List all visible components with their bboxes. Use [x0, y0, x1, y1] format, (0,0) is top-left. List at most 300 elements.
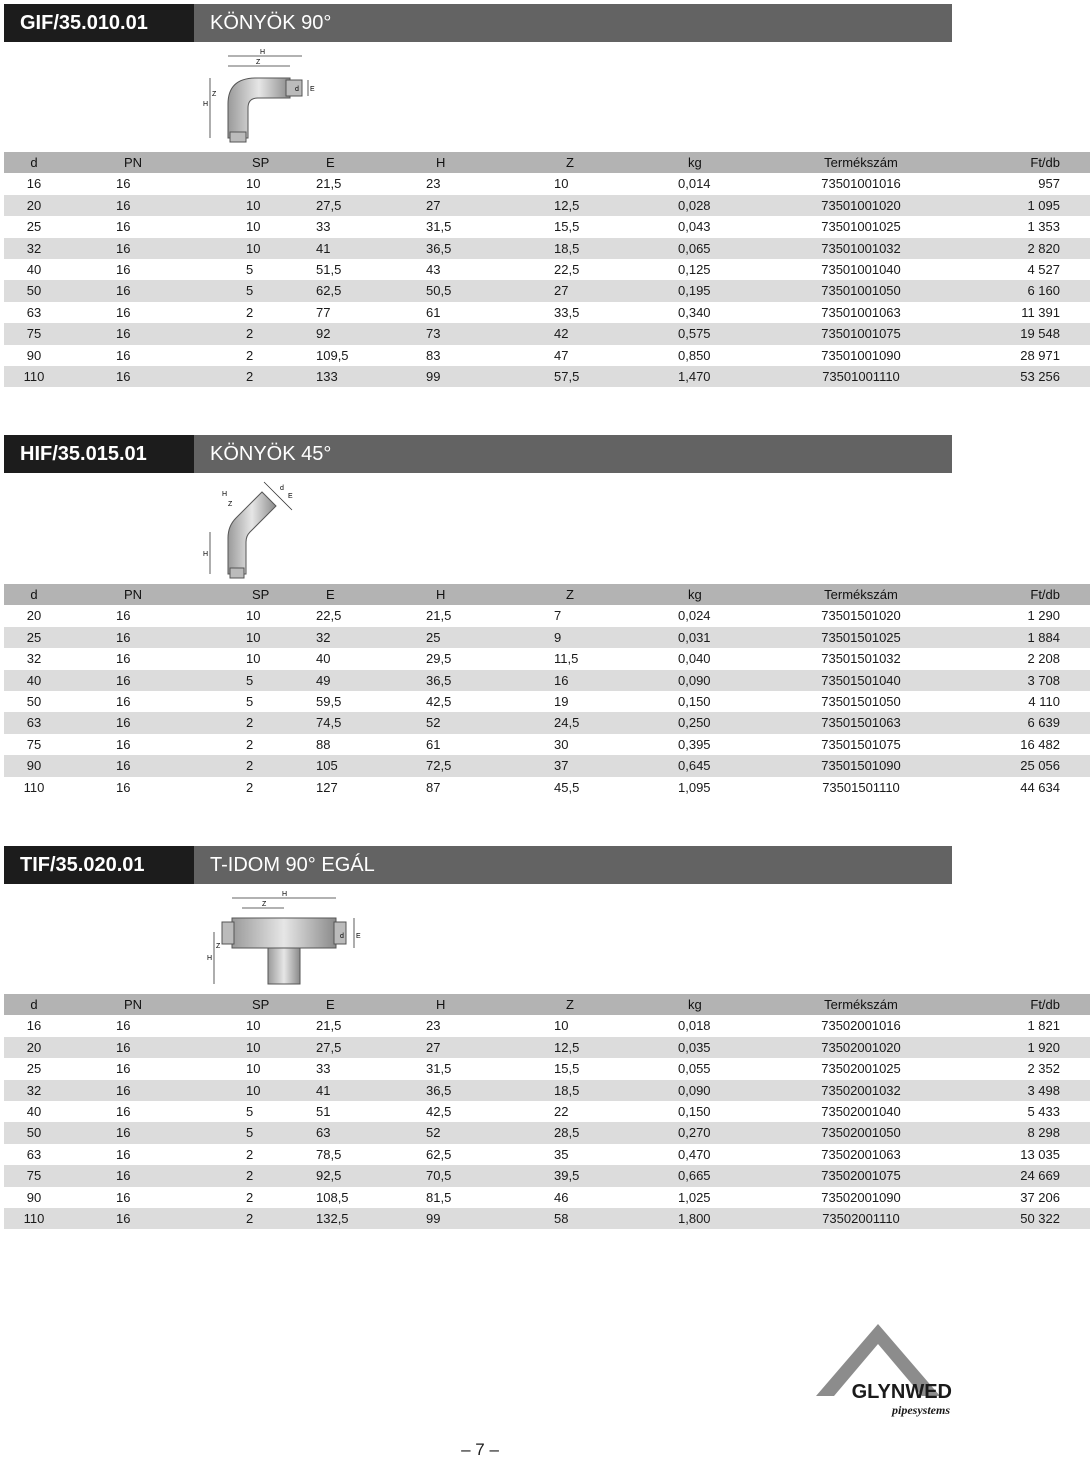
table-cell: 36,5: [426, 1082, 452, 1098]
table-cell: 50,5: [426, 283, 452, 299]
table-cell: 16: [26, 1018, 42, 1034]
svg-text:E: E: [356, 933, 361, 940]
svg-text:H: H: [203, 101, 209, 108]
table-row: [4, 366, 1090, 387]
table-cell: 1 884: [1027, 629, 1060, 645]
svg-text:H: H: [222, 491, 228, 498]
table-cell: 0,645: [678, 758, 711, 774]
table-cell: 73: [426, 326, 441, 342]
column-header: H: [436, 587, 446, 602]
table-cell: 32: [26, 1082, 42, 1098]
table-cell: 73501001020: [821, 197, 901, 213]
table-row: [4, 734, 1090, 755]
svg-text:H: H: [260, 49, 266, 56]
table-cell: 70,5: [426, 1168, 452, 1184]
table-cell: 19 548: [1020, 326, 1060, 342]
svg-text:Z: Z: [216, 943, 221, 950]
table-cell: 1,470: [678, 369, 711, 385]
column-header: SP: [252, 997, 270, 1012]
column-header: E: [326, 155, 335, 170]
table-cell: 10: [246, 219, 261, 235]
table-cell: 73502001110: [822, 1211, 900, 1227]
table-cell: 61: [426, 736, 441, 752]
table-cell: 109,5: [316, 347, 349, 363]
table-cell: 57,5: [554, 369, 580, 385]
svg-text:Z: Z: [228, 501, 233, 508]
table-cell: 40: [26, 672, 42, 688]
table-cell: 33: [316, 219, 331, 235]
table-cell: 42,5: [426, 1104, 452, 1120]
table-cell: 73502001016: [821, 1018, 901, 1034]
table-row: [4, 1122, 1090, 1143]
table-cell: 12,5: [554, 197, 580, 213]
table-cell: 19: [554, 694, 569, 710]
table-cell: 32: [316, 629, 331, 645]
table-cell: 73501001040: [821, 262, 901, 278]
table-cell: 46: [554, 1189, 569, 1205]
table-cell: 15,5: [554, 219, 580, 235]
table-cell: 22: [554, 1104, 569, 1120]
svg-text:H: H: [203, 551, 209, 558]
table-cell: 73502001025: [821, 1061, 901, 1077]
product-code: TIF/35.020.01: [4, 846, 194, 884]
table-cell: 73501001032: [821, 240, 901, 256]
svg-text:H: H: [282, 891, 288, 898]
table-cell: 73501001016: [821, 176, 901, 192]
table-cell: 22,5: [316, 608, 342, 624]
column-header: d: [30, 155, 38, 170]
table-cell: 73501501040: [821, 672, 901, 688]
svg-text:pipesystems: pipesystems: [892, 1403, 950, 1417]
table-cell: 4 110: [1028, 694, 1060, 710]
table-cell: 28 971: [1020, 347, 1060, 363]
table-cell: 16: [116, 1104, 131, 1120]
table-cell: 0,850: [678, 347, 711, 363]
table-cell: 5: [246, 1125, 254, 1141]
table-cell: 41: [316, 240, 331, 256]
column-header: PN: [124, 587, 143, 602]
table-cell: 73501501075: [821, 736, 901, 752]
section-t-idom: [4, 846, 952, 884]
table-cell: 49: [316, 672, 331, 688]
table-cell: 5: [246, 672, 254, 688]
table-cell: 0,024: [678, 608, 711, 624]
table-cell: 16: [116, 672, 131, 688]
table-cell: 73502001032: [821, 1082, 901, 1098]
table-cell: 83: [426, 347, 441, 363]
table-cell: 92: [316, 326, 331, 342]
table-cell: 40: [26, 262, 42, 278]
table-cell: 10: [246, 1061, 261, 1077]
table-cell: 50: [26, 283, 42, 299]
table-cell: 7: [554, 608, 562, 624]
table-row: [4, 259, 1090, 280]
table-cell: 52: [426, 715, 441, 731]
product-table-2: [4, 584, 1090, 798]
table-cell: 62,5: [426, 1146, 452, 1162]
column-header: H: [436, 997, 446, 1012]
table-cell: 16: [116, 1146, 131, 1162]
table-cell: 132,5: [316, 1211, 349, 1227]
column-header: d: [30, 997, 38, 1012]
table-cell: 0,018: [678, 1018, 711, 1034]
table-cell: 16: [116, 694, 131, 710]
table-cell: 16: [116, 347, 131, 363]
table-cell: 1,095: [678, 779, 711, 795]
table-cell: 16: [116, 1189, 131, 1205]
product-code: HIF/35.015.01: [4, 435, 194, 473]
column-header: Termékszám: [824, 155, 898, 170]
table-cell: 27: [426, 1039, 441, 1055]
table-cell: 73501501032: [821, 651, 901, 667]
section-header: [4, 435, 952, 473]
table-cell: 42: [554, 326, 569, 342]
table-cell: 73501501025: [821, 629, 901, 645]
table-cell: 25: [26, 629, 42, 645]
column-header: kg: [688, 997, 702, 1012]
table-cell: 16: [116, 1168, 131, 1184]
table-cell: 59,5: [316, 694, 342, 710]
table-cell: 16: [116, 283, 131, 299]
table-cell: 36,5: [426, 240, 452, 256]
table-cell: 1,025: [678, 1189, 711, 1205]
table-cell: 72,5: [426, 758, 452, 774]
table-cell: 32: [26, 651, 42, 667]
table-cell: 27,5: [316, 197, 342, 213]
table-cell: 10: [554, 176, 569, 192]
table-row: [4, 777, 1090, 798]
table-cell: 0,014: [678, 176, 711, 192]
table-cell: 0,150: [678, 1104, 711, 1120]
table-cell: 25: [26, 1061, 42, 1077]
table-cell: 40: [26, 1104, 42, 1120]
table-cell: 73501501020: [821, 608, 901, 624]
table-cell: 11 391: [1021, 304, 1060, 320]
table-cell: 133: [316, 369, 338, 385]
table-cell: 75: [26, 326, 42, 342]
table-row: [4, 627, 1090, 648]
table-cell: 73501001050: [821, 283, 901, 299]
table-cell: 24,5: [554, 715, 580, 731]
table-cell: 43: [426, 262, 441, 278]
table-row: [4, 216, 1090, 237]
table-cell: 16: [116, 608, 131, 624]
table-cell: 37 206: [1020, 1189, 1060, 1205]
column-header: Ft/db: [1030, 587, 1060, 602]
table-cell: 39,5: [554, 1168, 580, 1184]
table-row: [4, 1101, 1090, 1122]
svg-text:Z: Z: [262, 901, 267, 908]
table-cell: 73501501090: [821, 758, 901, 774]
table-cell: 2: [246, 304, 254, 320]
table-cell: 20: [26, 608, 42, 624]
column-header: Termékszám: [824, 587, 898, 602]
table-cell: 52: [426, 1125, 441, 1141]
table-cell: 73502001050: [821, 1125, 901, 1141]
column-header: Z: [566, 155, 574, 170]
table-cell: 77: [316, 304, 331, 320]
product-title: KÖNYÖK 90°: [210, 12, 332, 34]
section-header: [4, 846, 952, 884]
table-cell: 29,5: [426, 651, 452, 667]
table-cell: 50: [26, 694, 42, 710]
table-cell: 88: [316, 736, 331, 752]
table-row: [4, 670, 1090, 691]
table-cell: 8 298: [1027, 1125, 1060, 1141]
table-cell: 21,5: [316, 176, 342, 192]
table-cell: 33: [316, 1061, 331, 1077]
table-cell: 0,470: [678, 1146, 711, 1162]
table-cell: 44 634: [1020, 779, 1060, 795]
table-cell: 0,395: [678, 736, 711, 752]
column-header: SP: [252, 587, 270, 602]
table-cell: 0,090: [678, 672, 711, 688]
column-header: Ft/db: [1030, 155, 1060, 170]
table-cell: 5: [246, 262, 254, 278]
table-cell: 99: [426, 369, 441, 385]
section-konyok-90: [4, 4, 952, 42]
table-cell: 47: [554, 347, 569, 363]
table-cell: 2: [246, 715, 254, 731]
table-row: [4, 1037, 1090, 1058]
table-cell: 0,043: [678, 219, 711, 235]
svg-text:E: E: [288, 493, 293, 500]
table-cell: 63: [316, 1125, 331, 1141]
table-cell: 5: [246, 1104, 254, 1120]
table-cell: 957: [1038, 176, 1060, 192]
elbow-45-diagram: [200, 476, 310, 580]
table-cell: 10: [246, 1082, 261, 1098]
table-cell: 16: [116, 219, 131, 235]
table-cell: 0,065: [678, 240, 711, 256]
table-cell: 27,5: [316, 1039, 342, 1055]
table-cell: 16: [116, 715, 131, 731]
table-row: [4, 1208, 1090, 1229]
column-header: d: [30, 587, 38, 602]
table-cell: 90: [26, 347, 42, 363]
table-cell: 5: [246, 283, 254, 299]
table-cell: 0,090: [678, 1082, 711, 1098]
table-row: [4, 280, 1090, 301]
table-row: [4, 1080, 1090, 1101]
product-code: GIF/35.010.01: [4, 4, 194, 42]
column-header: SP: [252, 155, 270, 170]
table-row: [4, 238, 1090, 259]
svg-text:d: d: [340, 933, 344, 940]
table-cell: 0,035: [678, 1039, 711, 1055]
table-cell: 28,5: [554, 1125, 580, 1141]
table-cell: 63: [26, 1146, 42, 1162]
table-cell: 9: [554, 629, 562, 645]
table-row: [4, 1187, 1090, 1208]
table-cell: 6 639: [1027, 715, 1060, 731]
table-cell: 2: [246, 1189, 254, 1205]
table-cell: 24 669: [1020, 1168, 1060, 1184]
table-cell: 73502001075: [821, 1168, 901, 1184]
svg-text:Z: Z: [212, 91, 217, 98]
table-cell: 75: [26, 736, 42, 752]
table-header-row: [4, 994, 1090, 1015]
table-cell: 78,5: [316, 1146, 342, 1162]
table-cell: 90: [26, 1189, 42, 1205]
table-cell: 40: [316, 651, 331, 667]
svg-text:H: H: [207, 955, 213, 962]
column-header: H: [436, 155, 446, 170]
table-cell: 51: [316, 1104, 331, 1120]
table-cell: 25: [426, 629, 441, 645]
table-cell: 33,5: [554, 304, 580, 320]
table-cell: 73501001025: [821, 219, 901, 235]
table-row: [4, 345, 1090, 366]
table-cell: 5: [246, 694, 254, 710]
table-cell: 108,5: [316, 1189, 349, 1205]
table-cell: 31,5: [426, 1061, 452, 1077]
table-cell: 45,5: [554, 779, 580, 795]
table-row: [4, 1058, 1090, 1079]
table-cell: 36,5: [426, 672, 452, 688]
table-cell: 0,150: [678, 694, 711, 710]
table-row: [4, 323, 1090, 344]
column-header: PN: [124, 155, 143, 170]
table-cell: 92,5: [316, 1168, 342, 1184]
table-cell: 2: [246, 758, 254, 774]
table-cell: 53 256: [1020, 369, 1060, 385]
table-cell: 73501001090: [821, 347, 901, 363]
table-cell: 10: [554, 1018, 569, 1034]
table-cell: 10: [246, 1018, 261, 1034]
tee-diagram: [202, 888, 362, 992]
table-cell: 23: [426, 1018, 441, 1034]
svg-text:Z: Z: [256, 59, 261, 66]
table-cell: 10: [246, 1039, 261, 1055]
table-cell: 0,028: [678, 197, 711, 213]
table-cell: 110: [23, 779, 45, 795]
table-cell: 27: [426, 197, 441, 213]
table-cell: 16: [116, 369, 131, 385]
column-header: Z: [566, 587, 574, 602]
table-row: [4, 1015, 1090, 1036]
table-cell: 32: [26, 240, 42, 256]
column-header: E: [326, 997, 335, 1012]
table-cell: 23: [426, 176, 441, 192]
table-cell: 16: [116, 1082, 131, 1098]
table-cell: 3 498: [1027, 1082, 1060, 1098]
table-cell: 0,195: [678, 283, 711, 299]
glynwed-logo: [812, 1322, 956, 1418]
table-cell: 105: [316, 758, 338, 774]
table-cell: 0,031: [678, 629, 711, 645]
table-cell: 2 352: [1027, 1061, 1060, 1077]
table-header-row: [4, 584, 1090, 605]
table-cell: 3 708: [1027, 672, 1060, 688]
svg-text:GLYNWED: GLYNWED: [851, 1381, 952, 1403]
table-row: [4, 195, 1090, 216]
table-cell: 10: [246, 240, 261, 256]
table-cell: 42,5: [426, 694, 452, 710]
table-cell: 16: [116, 1211, 131, 1227]
table-cell: 74,5: [316, 715, 342, 731]
product-title: T-IDOM 90° EGÁL: [210, 854, 375, 876]
section-header: [4, 4, 952, 42]
table-cell: 75: [26, 1168, 42, 1184]
table-row: [4, 691, 1090, 712]
table-cell: 2 208: [1027, 651, 1060, 667]
table-cell: 73502001020: [821, 1039, 901, 1055]
table-cell: 0,250: [678, 715, 711, 731]
table-cell: 10: [246, 629, 261, 645]
svg-text:E: E: [310, 86, 315, 93]
table-cell: 73501501063: [821, 715, 901, 731]
table-cell: 73502001040: [821, 1104, 901, 1120]
table-cell: 27: [554, 283, 569, 299]
table-cell: 16: [116, 629, 131, 645]
table-cell: 16: [26, 176, 42, 192]
table-cell: 25 056: [1020, 758, 1060, 774]
table-cell: 0,055: [678, 1061, 711, 1077]
table-cell: 16: [116, 1018, 131, 1034]
table-row: [4, 1144, 1090, 1165]
svg-text:d: d: [280, 485, 284, 492]
table-cell: 50 322: [1020, 1211, 1060, 1227]
table-cell: 4 527: [1027, 262, 1060, 278]
column-header: kg: [688, 587, 702, 602]
table-cell: 73501001063: [821, 304, 901, 320]
table-row: [4, 605, 1090, 626]
table-cell: 20: [26, 197, 42, 213]
table-cell: 2: [246, 1146, 254, 1162]
table-cell: 58: [554, 1211, 569, 1227]
table-cell: 2: [246, 326, 254, 342]
column-header: Z: [566, 997, 574, 1012]
table-cell: 0,125: [678, 262, 711, 278]
table-cell: 51,5: [316, 262, 342, 278]
table-cell: 16: [116, 240, 131, 256]
table-cell: 30: [554, 736, 569, 752]
table-cell: 2: [246, 1168, 254, 1184]
column-header: E: [326, 587, 335, 602]
table-cell: 16: [116, 326, 131, 342]
table-cell: 81,5: [426, 1189, 452, 1205]
table-cell: 16: [116, 197, 131, 213]
table-cell: 0,575: [678, 326, 711, 342]
column-header: Ft/db: [1030, 997, 1060, 1012]
table-cell: 22,5: [554, 262, 580, 278]
table-cell: 12,5: [554, 1039, 580, 1055]
table-cell: 16: [116, 304, 131, 320]
table-cell: 0,270: [678, 1125, 711, 1141]
table-cell: 1 353: [1027, 219, 1060, 235]
table-cell: 63: [26, 715, 42, 731]
table-header-row: [4, 152, 1090, 173]
table-cell: 13 035: [1020, 1146, 1060, 1162]
table-cell: 6 160: [1027, 283, 1060, 299]
table-cell: 20: [26, 1039, 42, 1055]
table-cell: 1 821: [1027, 1018, 1060, 1034]
table-cell: 16: [116, 736, 131, 752]
table-cell: 21,5: [316, 1018, 342, 1034]
table-cell: 10: [246, 608, 261, 624]
table-cell: 0,040: [678, 651, 711, 667]
table-cell: 16 482: [1020, 736, 1060, 752]
table-cell: 73502001090: [821, 1189, 901, 1205]
column-header: kg: [688, 155, 702, 170]
table-cell: 15,5: [554, 1061, 580, 1077]
product-table-1: [4, 152, 1090, 387]
table-cell: 16: [116, 758, 131, 774]
table-cell: 73501001075: [821, 326, 901, 342]
table-cell: 50: [26, 1125, 42, 1141]
table-cell: 1,800: [678, 1211, 711, 1227]
